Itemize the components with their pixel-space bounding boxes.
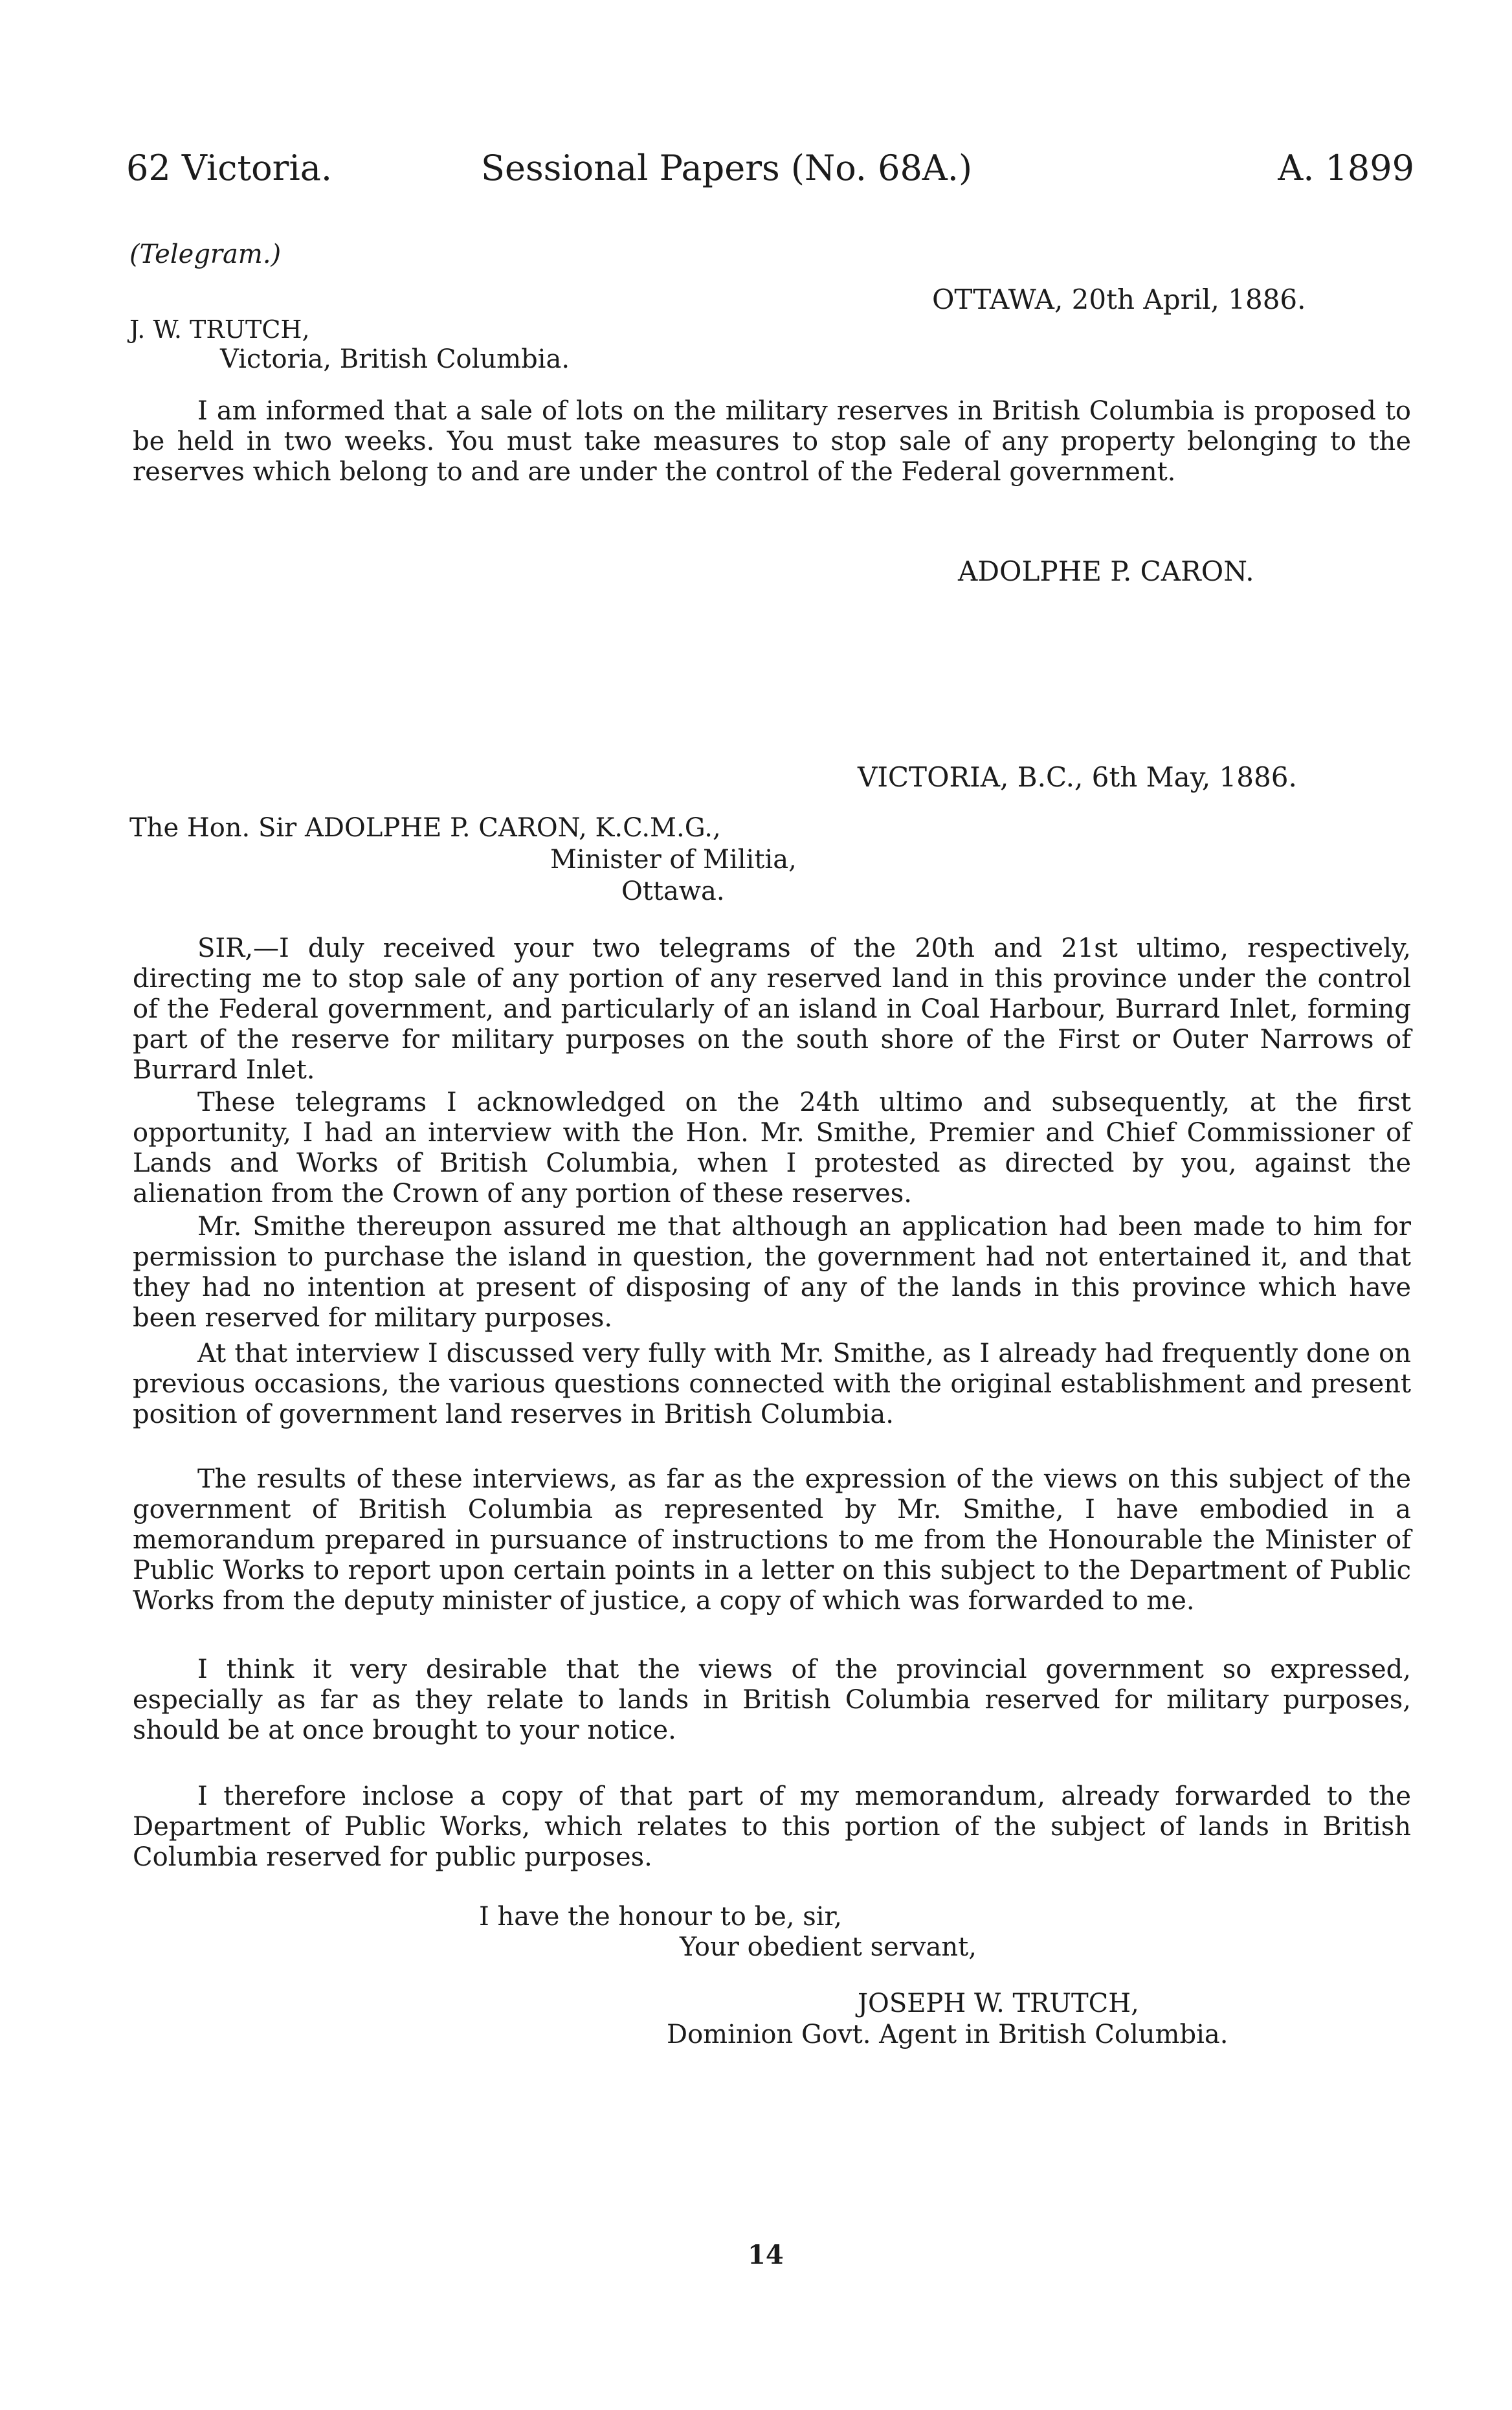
telegram-place-date: OTTAWA, 20th April, 1886. [932, 284, 1306, 315]
header-session: 62 Victoria. [126, 148, 333, 188]
letter-addressee-line3: Ottawa. [621, 876, 725, 906]
letter-place-date: VICTORIA, B.C., 6th May, 1886. [858, 761, 1297, 793]
page-number: 14 [748, 2240, 784, 2270]
letter-signature-title: Dominion Govt. Agent in British Columbia. [667, 2020, 1228, 2049]
letter-addressee-line1: The Hon. Sir ADOLPHE P. CARON, K.C.M.G., [129, 813, 721, 843]
header-year: A. 1899 [1278, 148, 1414, 188]
telegram-body: I am informed that a sale of lots on the military reserves in British Columbia is proposed to be held in two weeks. You must take measures to stop sale of any property belonging to the reserves which belong to and are under the control of the Federal government. [133, 396, 1411, 487]
header-title: Sessional Papers (No. 68A.) [481, 148, 973, 188]
telegram-label: (Telegram.) [129, 240, 282, 269]
letter-paragraph-3: Mr. Smithe thereupon assured me that although an application had been made to him for permission to purchase the island in question, the government had not entertained it, and that they had no intention at present of disposing of any of the lands in this province which have been reserved for military purposes. [133, 1212, 1411, 1333]
letter-addressee-line2: Minister of Militia, [550, 845, 797, 875]
letter-paragraph-5: The results of these interviews, as far as the expression of the views on this subject of the government of British Columbia as represented by Mr. Smithe, I have embodied in a memorandum prepared in pursuance of instructions to me from the Honourable the Minister of Public Works to report upon certain points in a letter on this subject to the Department of Public Works from the deputy minister of justice, a copy of which was forwarded to me. [133, 1464, 1411, 1616]
letter-paragraph-6: I think it very desirable that the views of the provincial government so expressed, especially as far as they relate to lands in British Columbia reserved for military purposes, should be at once brought to your notice. [133, 1655, 1411, 1745]
letter-paragraph-7: I therefore inclose a copy of that part of my memorandum, already forwarded to the Department of Public Works, which relates to this portion of the subject of lands in British Columbia reserved for public purposes. [133, 1781, 1411, 1872]
letter-closing-2: Your obedient servant, [680, 1932, 977, 1962]
telegram-signature: ADOLPHE P. CARON. [958, 555, 1254, 587]
letter-paragraph-4: At that interview I discussed very fully with Mr. Smithe, as I already had frequently done on previous occasions, the various questions connected with the original establishment and present position of government land reserves in British Columbia. [133, 1339, 1411, 1429]
letter-signature-name: JOSEPH W. TRUTCH, [858, 1989, 1139, 2018]
running-header [126, 148, 1414, 193]
letter-paragraph-1: SIR,—I duly received your two telegrams of the 20th and 21st ultimo, respectively, directing me to stop sale of any portion of any reserved land in this province under the control of the Federal government, and particularly of an island in Coal Harbour, Burrard Inlet, forming part of the reserve for military purposes on the south shore of the First or Outer Narrows of Burrard Inlet. [133, 933, 1411, 1085]
letter-closing-1: I have the honour to be, sir, [479, 1902, 842, 1932]
letter-paragraph-2: These telegrams I acknowledged on the 24th ultimo and subsequently, at the first opportunity, I had an interview with the Hon. Mr. Smithe, Premier and Chief Commissioner of Lands and Works of British Columbia, when I protested as directed by you, against the alienation from the Crown of any portion of these reserves. [133, 1088, 1411, 1209]
telegram-addressee-name: J. W. TRUTCH, [129, 315, 310, 344]
telegram-addressee-place: Victoria, British Columbia. [220, 344, 570, 374]
